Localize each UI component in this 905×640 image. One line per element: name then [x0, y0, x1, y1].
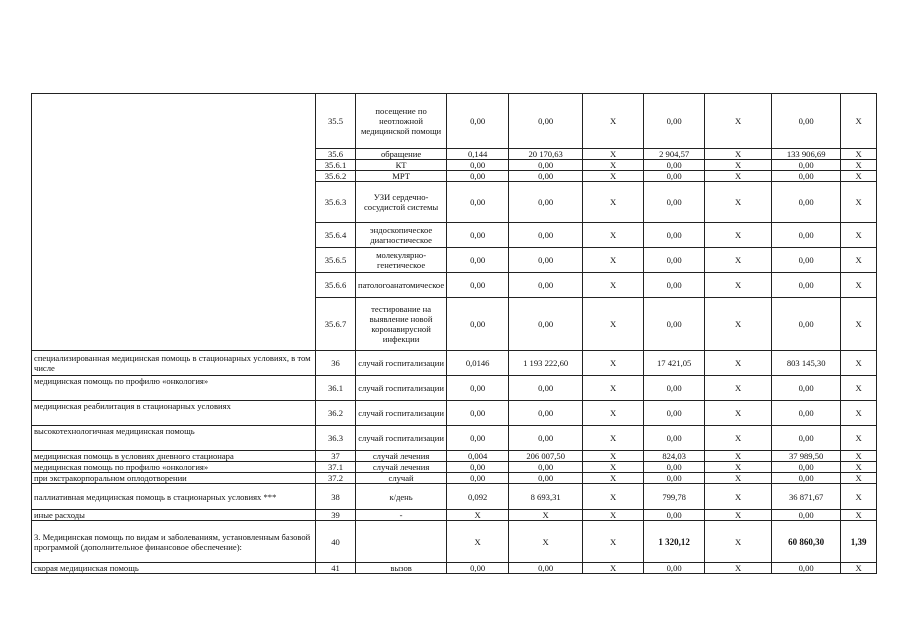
row-v1: 0,00	[447, 298, 509, 351]
row-v5: Х	[705, 223, 772, 248]
row-v1: 0,144	[447, 149, 509, 160]
row-v3: Х	[583, 484, 644, 510]
row-v4: 0,00	[644, 171, 705, 182]
table-row	[32, 521, 877, 563]
row-code: 35.6.5	[316, 248, 356, 273]
row-unit: тестирование на выявление новой коронавирусной инфекции	[356, 298, 447, 351]
row-v2: 0,00	[509, 473, 583, 484]
row-v5: Х	[705, 248, 772, 273]
row-v4: 2 904,57	[644, 149, 705, 160]
row-v6: 0,00	[772, 223, 841, 248]
row-v4: 0,00	[644, 376, 705, 401]
row-v7: Х	[841, 273, 877, 298]
row-v2: 0,00	[509, 248, 583, 273]
row-code: 35.6.3	[316, 182, 356, 223]
row-v1: 0,00	[447, 462, 509, 473]
row-v6: 60 860,30	[772, 521, 841, 563]
row-v4: 0,00	[644, 298, 705, 351]
row-unit: молекулярно-генетическое	[356, 248, 447, 273]
row-v6: 0,00	[772, 298, 841, 351]
row-v2: 0,00	[509, 462, 583, 473]
row-name	[32, 94, 316, 351]
row-v6: 133 906,69	[772, 149, 841, 160]
row-code: 41	[316, 563, 356, 574]
row-v3: Х	[583, 273, 644, 298]
row-v3: Х	[583, 376, 644, 401]
row-v3: Х	[583, 426, 644, 451]
row-v5: Х	[705, 149, 772, 160]
row-v4: 1 320,12	[644, 521, 705, 563]
row-unit: эндоскопическое диагностическое	[356, 223, 447, 248]
row-v5: Х	[705, 426, 772, 451]
row-v4: 0,00	[644, 563, 705, 574]
financing-table	[31, 93, 877, 574]
table-row	[32, 473, 877, 484]
row-v1: 0,00	[447, 223, 509, 248]
row-v3: Х	[583, 563, 644, 574]
row-v4: 0,00	[644, 473, 705, 484]
table-row	[32, 351, 877, 376]
row-unit: патологоанатомическое	[356, 273, 447, 298]
row-v3: Х	[583, 94, 644, 149]
row-unit: случай лечения	[356, 462, 447, 473]
row-v2: 0,00	[509, 171, 583, 182]
row-code: 36.3	[316, 426, 356, 451]
row-v5: Х	[705, 401, 772, 426]
row-v2: 0,00	[509, 182, 583, 223]
row-v2: 0,00	[509, 376, 583, 401]
row-unit: случай госпитализации	[356, 426, 447, 451]
row-code: 40	[316, 521, 356, 563]
row-name: медицинская помощь по профилю «онкология»	[32, 376, 316, 401]
row-unit: обращение	[356, 149, 447, 160]
row-v1: 0,00	[447, 182, 509, 223]
row-v7: Х	[841, 248, 877, 273]
row-v5: Х	[705, 351, 772, 376]
row-v2: 0,00	[509, 298, 583, 351]
row-v5: Х	[705, 462, 772, 473]
row-v6: 0,00	[772, 473, 841, 484]
row-v4: 0,00	[644, 223, 705, 248]
row-name: медицинская помощь по профилю «онкология»	[32, 462, 316, 473]
row-v6: 0,00	[772, 248, 841, 273]
table-row	[32, 563, 877, 574]
row-name: специализированная медицинская помощь в стационарных условиях, в том числе	[32, 351, 316, 376]
row-v2: 206 007,50	[509, 451, 583, 462]
row-v4: 799,78	[644, 484, 705, 510]
row-v6: 0,00	[772, 94, 841, 149]
row-name: иные расходы	[32, 510, 316, 521]
row-v3: Х	[583, 451, 644, 462]
row-v3: Х	[583, 351, 644, 376]
row-v3: Х	[583, 462, 644, 473]
table-body	[32, 94, 877, 574]
row-v6: 0,00	[772, 401, 841, 426]
row-name: паллиативная медицинская помощь в стационарных условиях ***	[32, 484, 316, 510]
row-code: 36.2	[316, 401, 356, 426]
row-name: при экстракорпоральном оплодотворении	[32, 473, 316, 484]
row-v1: 0,00	[447, 376, 509, 401]
row-v7: Х	[841, 376, 877, 401]
row-v1: Х	[447, 521, 509, 563]
row-unit: вызов	[356, 563, 447, 574]
row-v4: 0,00	[644, 462, 705, 473]
row-v3: Х	[583, 401, 644, 426]
table-row	[32, 462, 877, 473]
row-unit: случай госпитализации	[356, 401, 447, 426]
row-unit: -	[356, 510, 447, 521]
table-row	[32, 401, 877, 426]
row-v7: Х	[841, 473, 877, 484]
row-v5: Х	[705, 160, 772, 171]
row-v2: 20 170,63	[509, 149, 583, 160]
row-v1: 0,0146	[447, 351, 509, 376]
row-v7: Х	[841, 563, 877, 574]
row-v6: 37 989,50	[772, 451, 841, 462]
table-row	[32, 426, 877, 451]
row-v2: 0,00	[509, 160, 583, 171]
row-v5: Х	[705, 376, 772, 401]
row-code: 37	[316, 451, 356, 462]
row-v4: 0,00	[644, 160, 705, 171]
row-v1: 0,00	[447, 473, 509, 484]
table-row	[32, 510, 877, 521]
row-v7: 1,39	[841, 521, 877, 563]
row-unit: посещение по неотложной медицинской помощи	[356, 94, 447, 149]
row-v5: Х	[705, 484, 772, 510]
row-v5: Х	[705, 298, 772, 351]
row-v1: 0,092	[447, 484, 509, 510]
row-code: 38	[316, 484, 356, 510]
row-v7: Х	[841, 182, 877, 223]
row-code: 35.6	[316, 149, 356, 160]
row-v7: Х	[841, 426, 877, 451]
row-v5: Х	[705, 473, 772, 484]
row-v4: 0,00	[644, 426, 705, 451]
row-code: 36	[316, 351, 356, 376]
row-v3: Х	[583, 521, 644, 563]
row-v1: 0,00	[447, 563, 509, 574]
row-v7: Х	[841, 451, 877, 462]
row-name: медицинская реабилитация в стационарных условиях	[32, 401, 316, 426]
row-code: 35.6.4	[316, 223, 356, 248]
row-v2: 8 693,31	[509, 484, 583, 510]
row-v6: 0,00	[772, 273, 841, 298]
row-code: 35.5	[316, 94, 356, 149]
row-v7: Х	[841, 510, 877, 521]
row-v1: 0,00	[447, 248, 509, 273]
row-v5: Х	[705, 521, 772, 563]
row-unit: МРТ	[356, 171, 447, 182]
row-v6: 0,00	[772, 563, 841, 574]
row-v5: Х	[705, 563, 772, 574]
row-code: 35.6.1	[316, 160, 356, 171]
row-v3: Х	[583, 298, 644, 351]
row-v4: 0,00	[644, 273, 705, 298]
row-code: 35.6.2	[316, 171, 356, 182]
row-v7: Х	[841, 484, 877, 510]
row-v4: 0,00	[644, 182, 705, 223]
row-code: 36.1	[316, 376, 356, 401]
row-v3: Х	[583, 182, 644, 223]
row-v3: Х	[583, 473, 644, 484]
row-v2: 0,00	[509, 273, 583, 298]
row-v6: 0,00	[772, 376, 841, 401]
row-unit: УЗИ сердечно-сосудистой системы	[356, 182, 447, 223]
row-v6: 0,00	[772, 171, 841, 182]
table-row	[32, 484, 877, 510]
row-v5: Х	[705, 171, 772, 182]
row-v6: 803 145,30	[772, 351, 841, 376]
row-v5: Х	[705, 182, 772, 223]
row-v6: 0,00	[772, 510, 841, 521]
row-unit: КТ	[356, 160, 447, 171]
row-v6: 0,00	[772, 160, 841, 171]
row-v2: 0,00	[509, 426, 583, 451]
row-v2: 0,00	[509, 223, 583, 248]
row-v2: Х	[509, 521, 583, 563]
row-v5: Х	[705, 451, 772, 462]
row-v7: Х	[841, 149, 877, 160]
row-unit: случай лечения	[356, 451, 447, 462]
row-v2: 1 193 222,60	[509, 351, 583, 376]
row-v6: 0,00	[772, 462, 841, 473]
row-v3: Х	[583, 223, 644, 248]
row-v3: Х	[583, 248, 644, 273]
row-v4: 0,00	[644, 248, 705, 273]
row-name: высокотехнологичная медицинская помощь	[32, 426, 316, 451]
row-v6: 0,00	[772, 182, 841, 223]
row-code: 39	[316, 510, 356, 521]
row-v6: 0,00	[772, 426, 841, 451]
row-v3: Х	[583, 510, 644, 521]
row-v7: Х	[841, 171, 877, 182]
row-unit: случай госпитализации	[356, 351, 447, 376]
row-v3: Х	[583, 149, 644, 160]
row-v6: 36 871,67	[772, 484, 841, 510]
row-v1: Х	[447, 510, 509, 521]
row-v7: Х	[841, 298, 877, 351]
row-name: медицинская помощь в условиях дневного стационара	[32, 451, 316, 462]
row-code: 37.2	[316, 473, 356, 484]
row-v7: Х	[841, 351, 877, 376]
row-v5: Х	[705, 510, 772, 521]
row-v2: 0,00	[509, 94, 583, 149]
row-unit: к/день	[356, 484, 447, 510]
table-row	[32, 376, 877, 401]
row-v4: 0,00	[644, 94, 705, 149]
row-unit	[356, 521, 447, 563]
row-v7: Х	[841, 401, 877, 426]
row-code: 37.1	[316, 462, 356, 473]
row-v7: Х	[841, 462, 877, 473]
row-code: 35.6.7	[316, 298, 356, 351]
row-v2: 0,00	[509, 563, 583, 574]
row-v3: Х	[583, 171, 644, 182]
table-row	[32, 451, 877, 462]
row-v4: 0,00	[644, 510, 705, 521]
row-v1: 0,00	[447, 273, 509, 298]
row-v1: 0,00	[447, 160, 509, 171]
row-unit: случай госпитализации	[356, 376, 447, 401]
row-v5: Х	[705, 94, 772, 149]
row-v1: 0,00	[447, 401, 509, 426]
row-v1: 0,00	[447, 94, 509, 149]
row-v3: Х	[583, 160, 644, 171]
row-v7: Х	[841, 160, 877, 171]
row-v2: 0,00	[509, 401, 583, 426]
row-name: 3. Медицинская помощь по видам и заболеваниям, установленным базовой программой (дополнительное финансовое обеспечение):	[32, 521, 316, 563]
row-v5: Х	[705, 273, 772, 298]
row-v1: 0,00	[447, 426, 509, 451]
row-name: скорая медицинская помощь	[32, 563, 316, 574]
table-row	[32, 94, 877, 149]
row-v7: Х	[841, 94, 877, 149]
row-code: 35.6.6	[316, 273, 356, 298]
row-v4: 0,00	[644, 401, 705, 426]
row-v4: 824,03	[644, 451, 705, 462]
row-unit: случай	[356, 473, 447, 484]
row-v1: 0,004	[447, 451, 509, 462]
row-v4: 17 421,05	[644, 351, 705, 376]
row-v7: Х	[841, 223, 877, 248]
row-v2: Х	[509, 510, 583, 521]
row-v1: 0,00	[447, 171, 509, 182]
